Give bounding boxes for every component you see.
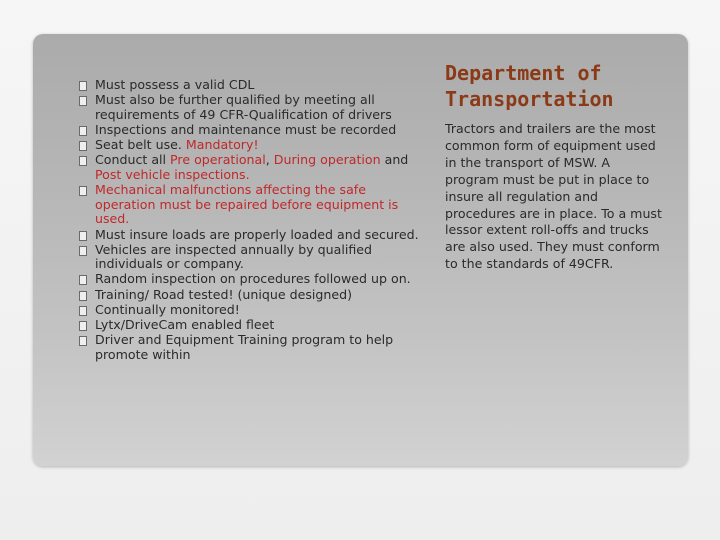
bullet-box-icon [79, 275, 87, 285]
list-item-highlight-text: Mechanical malfunctions affecting the safe operation must be repaired before equipment is used. [95, 182, 399, 227]
bullet-box-icon [79, 321, 87, 331]
bullet-box-icon [79, 81, 87, 91]
list-item-text: , [265, 152, 274, 168]
bullet-box-icon [79, 336, 87, 346]
list-item [79, 123, 427, 138]
list-item-text: Lytx/DriveCam enabled fleet [95, 317, 275, 333]
page-title [445, 60, 685, 112]
list-item [79, 93, 427, 122]
bullet-box-icon [79, 156, 87, 166]
list-item [79, 153, 427, 182]
list-item-text: Inspections and maintenance must be recorded [95, 121, 397, 137]
list-item-highlight-text: During operation [273, 152, 381, 168]
description-text: Tractors and trailers are the most common form of equipment used in the transport of MSW. A program must be put in place to insure all regulation and procedures are in place. To a must lessor extent roll-offs and trucks are also used. They must conform to the standards of 49CFR. [445, 121, 662, 272]
list-item-text: Seat belt use. [95, 137, 186, 153]
requirements-list [79, 78, 427, 363]
list-item [79, 272, 427, 287]
list-item [79, 78, 427, 93]
bullet-box-icon [79, 291, 87, 301]
title-line-1: Department of [445, 61, 602, 85]
bullet-box-icon [79, 186, 87, 196]
bullet-box-icon [79, 306, 87, 316]
list-item [79, 288, 427, 303]
list-item-highlight-text: Post vehicle inspections. [95, 166, 250, 182]
list-item [79, 333, 427, 362]
bullet-box-icon [79, 231, 87, 241]
list-item [79, 183, 427, 227]
bullet-box-icon [79, 96, 87, 106]
list-item-highlight-text: Mandatory! [185, 137, 259, 153]
bullet-box-icon [79, 126, 87, 136]
list-item-text: Driver and Equipment Training program to help promote within [95, 332, 394, 362]
list-item [79, 138, 427, 153]
list-item-text: Conduct all [95, 152, 171, 168]
list-item [79, 228, 427, 243]
list-item-highlight-text: Pre operational [170, 152, 266, 168]
list-item-text: Training/ Road tested! (unique designed) [95, 286, 353, 302]
list-item-text: Must possess a valid CDL [95, 77, 255, 92]
list-item [79, 303, 427, 318]
bullet-box-icon [79, 246, 87, 256]
list-item [79, 318, 427, 333]
list-item [79, 243, 427, 272]
bullet-box-icon [79, 141, 87, 151]
list-item-text: Vehicles are inspected annually by qualified individuals or company. [95, 241, 373, 272]
list-item-text: Random inspection on procedures followed up on. [95, 271, 411, 287]
list-item-text: Must insure loads are properly loaded and secured. [95, 226, 419, 242]
list-item-text: Continually monitored! [95, 301, 240, 317]
title-line-2: Transportation [445, 87, 614, 111]
list-item-text: and [380, 152, 409, 168]
list-item-text: Must also be further qualified by meeting all requirements of 49 CFR-Qualification of drivers [95, 92, 392, 122]
